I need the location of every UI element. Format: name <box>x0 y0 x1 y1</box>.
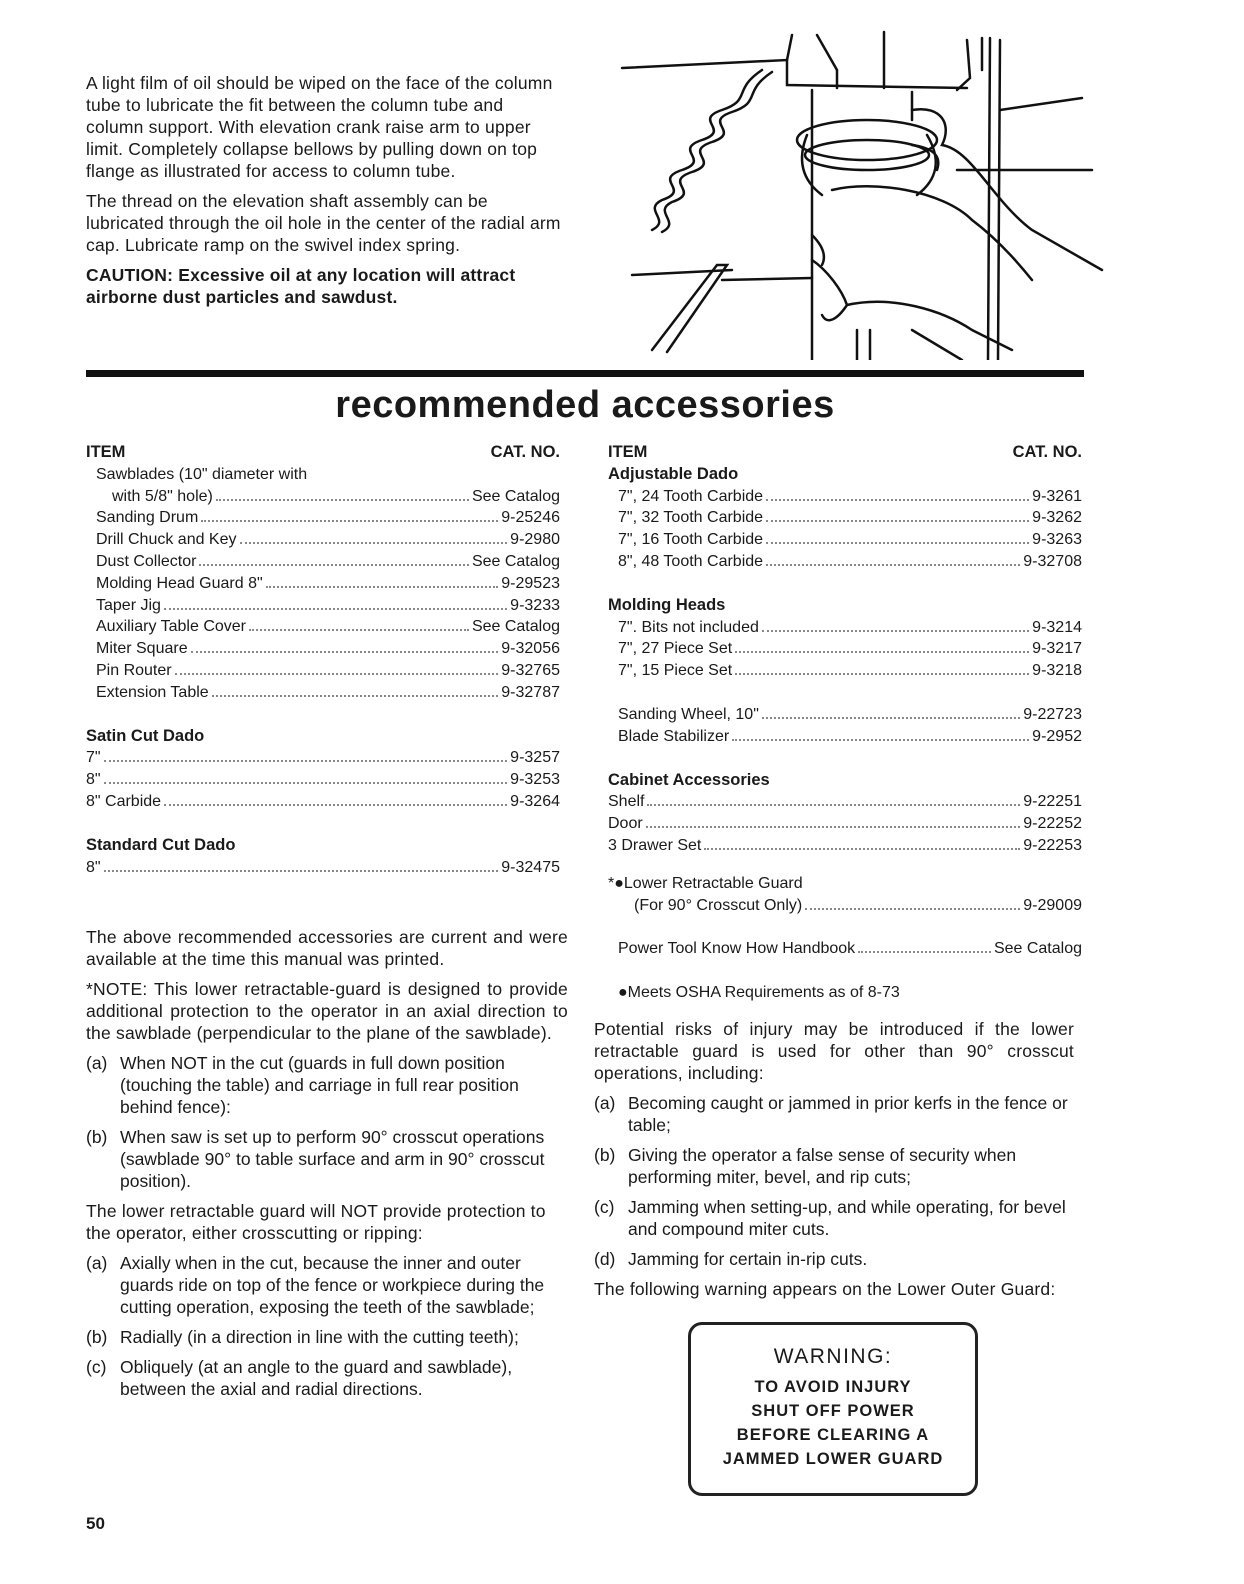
bottom-right-column <box>594 1018 1074 1308</box>
item-header: ITEM <box>608 443 648 461</box>
note-paragraph: *NOTE: This lower retractable-guard is designed to provide additional protection to the operator in an axial direction to the sawblade (perpendicular to the plane of the sawblade). <box>86 979 568 1043</box>
list-item: 7", 16 Tooth Carbide 9-3263 <box>618 531 1082 549</box>
cat-no-header: CAT. NO. <box>490 443 560 461</box>
group-title-standard-cut-dado: Standard Cut Dado <box>86 835 236 854</box>
list-item: (c) Jamming when setting-up, and while operating, for bevel and compound miter cuts. <box>594 1197 1066 1239</box>
bottom-left-column <box>86 926 568 1408</box>
warning-body: TO AVOID INJURY SHUT OFF POWER BEFORE CLEARING A JAMMED LOWER GUARD <box>722 1378 944 1468</box>
list-item: Taper Jig 9-3233 <box>96 596 560 614</box>
list-item: (a) Axially when in the cut, because the inner and outer guards ride on top of the fence or workpiece during the cutting operation, exposing the teeth of the sawblade; <box>86 1253 545 1317</box>
intro-paragraph-2: The thread on the elevation shaft assembly can be lubricated through the oil hole in the center of the radial arm cap. Lubricate ramp on the swivel index spring. <box>86 191 561 255</box>
list-item: Door 9-22252 <box>608 815 1082 833</box>
list-item: 3 Drawer Set 9-22253 <box>608 836 1082 854</box>
list-item: (a) When NOT in the cut (guards in full down position (touching the table) and carriage in full rear position behind fence): <box>86 1053 519 1117</box>
intro-paragraph-1: A light film of oil should be wiped on the face of the column tube to lubricate the fit between the column tube and column support. With elevation crank raise arm to upper limit. Completely collapse bellows by pulling down on top flange as illustrated for access to column tube. <box>86 73 553 181</box>
list-item: (For 90° Crosscut Only) 9-29009 <box>634 896 1082 914</box>
page-number: 50 <box>86 1514 105 1533</box>
section-title: recommended accessories <box>335 384 835 426</box>
group-title-adjustable-dado: Adjustable Dado <box>608 464 739 483</box>
group-title-molding-heads: Molding Heads <box>608 595 726 614</box>
list-item: 8" 9-32475 <box>86 858 560 876</box>
list-item: 7" 9-3257 <box>86 749 560 767</box>
section-rule <box>86 370 1084 377</box>
list-item: Power Tool Know How Handbook See Catalog <box>618 940 1082 958</box>
sawblades-line: Sawblades (10" diameter with <box>96 465 308 483</box>
list-item: Extension Table 9-32787 <box>96 683 560 701</box>
list-item: 7", 32 Tooth Carbide 9-3262 <box>618 509 1082 527</box>
intro-text <box>86 72 564 316</box>
list-item: 8" Carbide 9-3264 <box>86 792 560 810</box>
list-item: Molding Head Guard 8" 9-29523 <box>96 574 560 592</box>
list-item: (d) Jamming for certain in-rip cuts. <box>594 1249 868 1269</box>
accessories-table-right <box>608 442 1082 1004</box>
bellows-illustration <box>612 30 1107 360</box>
list-item: Drill Chuck and Key 9-2980 <box>96 531 560 549</box>
list-item: (c) Obliquely (at an angle to the guard and sawblade), between the axial and radial directions. <box>86 1357 513 1399</box>
warning-intro-paragraph: The following warning appears on the Lower Outer Guard: <box>594 1279 1056 1299</box>
list-item: Pin Router 9-32765 <box>96 661 560 679</box>
risks-paragraph: Potential risks of injury may be introduced if the lower retractable guard is used for other than 90° crosscut operations, including: <box>594 1019 1074 1083</box>
accessories-table-left <box>86 442 560 878</box>
list-item: 8", 48 Tooth Carbide 9-32708 <box>618 552 1082 570</box>
list-item: Shelf 9-22251 <box>608 793 1082 811</box>
availability-paragraph: The above recommended accessories are current and were available at the time this manual was printed. <box>86 927 568 969</box>
table-header <box>86 442 560 464</box>
list-item: 7", 27 Piece Set 9-3217 <box>618 640 1082 658</box>
osha-note: ●Meets OSHA Requirements as of 8-73 <box>618 984 900 1002</box>
list-item: with 5/8" hole) See Catalog <box>112 487 560 505</box>
cat-no-header: CAT. NO. <box>1012 443 1082 461</box>
list-item: Sanding Wheel, 10" 9-22723 <box>618 705 1082 723</box>
list-item: (b) Radially (in a direction in line with the cutting teeth); <box>86 1327 519 1347</box>
list-item: (a) Becoming caught or jammed in prior kerfs in the fence or table; <box>594 1093 1068 1135</box>
group-title-satin-cut-dado: Satin Cut Dado <box>86 726 205 745</box>
list-item: Sanding Drum 9-25246 <box>96 509 560 527</box>
group-title-cabinet-accessories: Cabinet Accessories <box>608 770 770 789</box>
item-header: ITEM <box>86 443 126 461</box>
warning-title: WARNING: <box>773 1345 893 1368</box>
list-item: (b) Giving the operator a false sense of security when performing miter, bevel, and rip cuts; <box>594 1145 1017 1187</box>
list-item: Miter Square 9-32056 <box>96 640 560 658</box>
list-item: Dust Collector See Catalog <box>96 552 560 570</box>
list-item: (b) When saw is set up to perform 90° crosscut operations (sawblade 90° to table surface and arm in 90° crosscut position). <box>86 1127 545 1191</box>
protection-paragraph: The lower retractable guard will NOT provide protection to the operator, either crosscutting or ripping: <box>86 1201 546 1243</box>
list-item: 7", 15 Piece Set 9-3218 <box>618 662 1082 680</box>
list-item: 8" 9-3253 <box>86 771 560 789</box>
list-item: 7". Bits not included 9-3214 <box>618 618 1082 636</box>
list-item: 7", 24 Tooth Carbide 9-3261 <box>618 487 1082 505</box>
list-item: Auxiliary Table Cover See Catalog <box>96 618 560 636</box>
lower-guard-line: *●Lower Retractable Guard <box>608 874 803 892</box>
caution-text: CAUTION: Excessive oil at any location will attract airborne dust particles and sawdust. <box>86 265 516 307</box>
table-header <box>608 442 1082 464</box>
list-item: Blade Stabilizer 9-2952 <box>618 727 1082 745</box>
warning-label-box <box>688 1322 978 1496</box>
